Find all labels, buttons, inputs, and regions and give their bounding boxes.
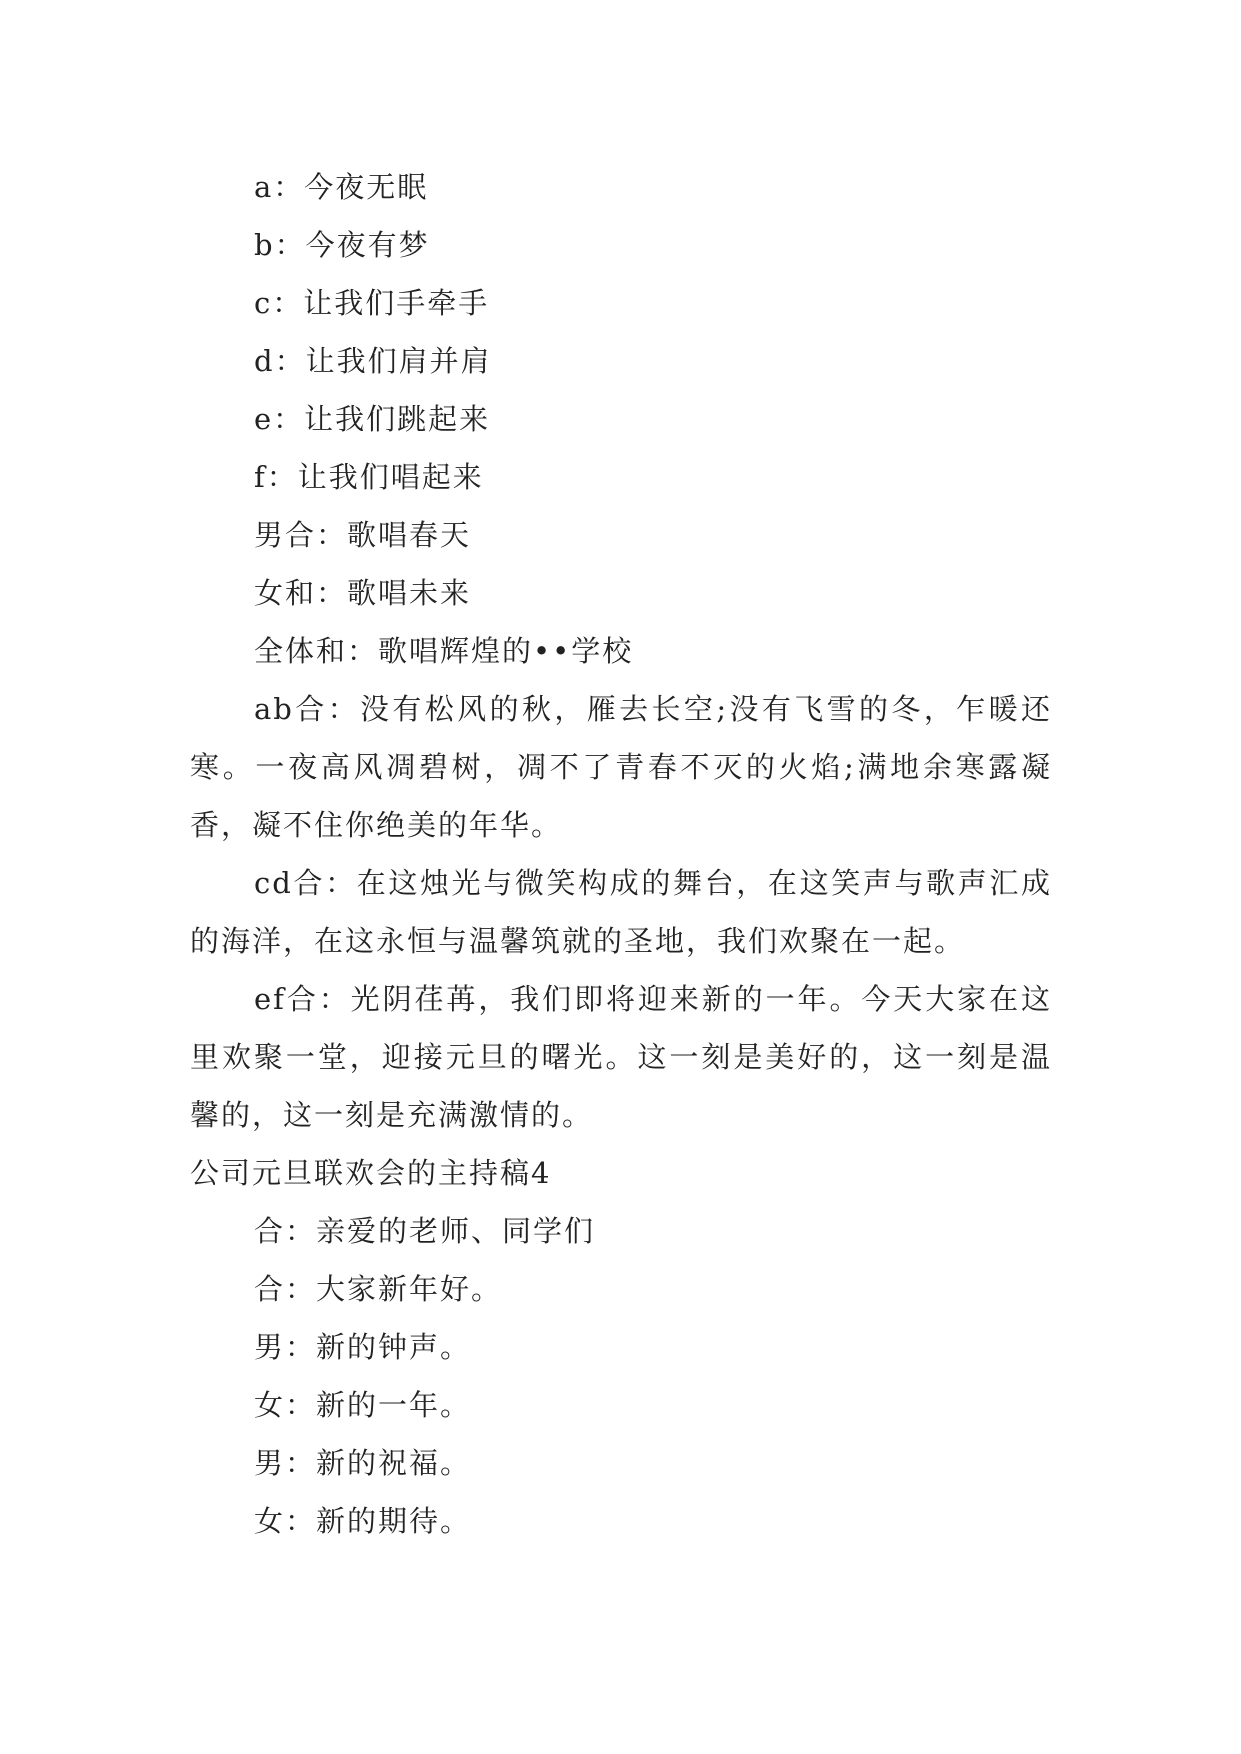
script-line: e：让我们跳起来	[254, 402, 491, 436]
dialogue-line: 女：新的期待。	[254, 1504, 472, 1538]
script-line: 全体和：歌唱辉煌的••学校	[254, 634, 634, 668]
body-paragraph: ab合：没有松风的秋，雁去长空;没有飞雪的冬，乍暖还寒。一夜高风凋碧树，凋不了青春不灭的火焰;满地余寒露凝香，凝不住你绝美的年华。	[190, 692, 1052, 842]
dialogue-line: 男：新的钟声。	[254, 1330, 472, 1364]
dialogue-line: 男：新的祝福。	[254, 1446, 472, 1480]
body-paragraph: cd合：在这烛光与微笑构成的舞台，在这笑声与歌声汇成的海洋，在这永恒与温馨筑就的圣地，我们欢聚在一起。	[190, 866, 1052, 958]
dialogue-line: 合：大家新年好。	[254, 1272, 503, 1306]
body-paragraph: ef合：光阴荏苒，我们即将迎来新的一年。今天大家在这里欢聚一堂，迎接元旦的曙光。这一刻是美好的，这一刻是温馨的，这一刻是充满激情的。	[190, 982, 1052, 1132]
script-line: a：今夜无眠	[254, 170, 429, 204]
section-heading: 公司元旦联欢会的主持稿4	[190, 1156, 552, 1190]
dialogue-line: 合：亲爱的老师、同学们	[254, 1214, 596, 1248]
script-line: f：让我们唱起来	[254, 460, 484, 494]
script-line: 男合：歌唱春天	[254, 518, 472, 552]
script-line: c：让我们手牵手	[254, 286, 490, 320]
script-line: b：今夜有梦	[254, 228, 430, 262]
dialogue-line: 女：新的一年。	[254, 1388, 472, 1422]
script-line: d：让我们肩并肩	[254, 344, 492, 378]
document-page	[190, 158, 1052, 1550]
script-line: 女和：歌唱未来	[254, 576, 472, 610]
